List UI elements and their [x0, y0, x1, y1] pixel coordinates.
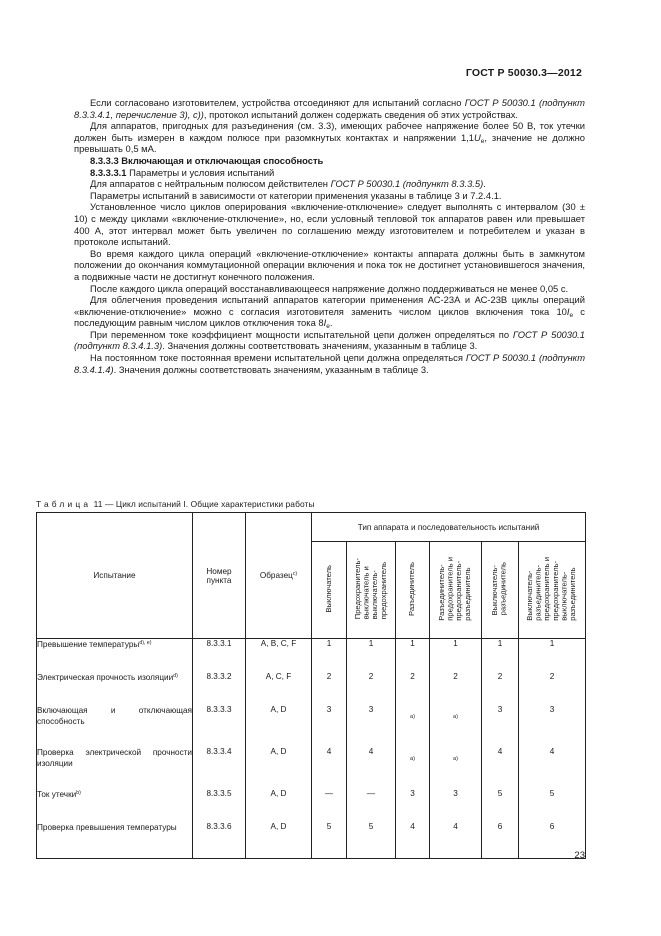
sequence-value-cell: 4 [396, 822, 430, 859]
sequence-value-cell: a) [396, 705, 430, 747]
table-row [37, 747, 586, 789]
clause-cell: 8.3.3.1 [193, 639, 246, 673]
column-header-device-type: Выключатель [312, 542, 347, 639]
sequence-value-cell: 3 [519, 705, 586, 747]
column-header-device-type: Разъединитель- предохранитель и предохранитель- разъединитель [430, 542, 482, 639]
sequence-value-cell: 1 [482, 639, 519, 673]
column-header-device-type: Предохранитель- выключатель и выключатель- предохранитель [347, 542, 396, 639]
sequence-value-cell: a) [430, 747, 482, 789]
sequence-value-cell: 2 [396, 672, 430, 705]
clause-cell: 8.3.3.6 [193, 822, 246, 859]
sample-cell: A, B, C, F [246, 639, 312, 673]
subsection-heading: 8.3.3.3.1 Параметры и условия испытаний [90, 166, 275, 178]
paragraph: Если согласовано изготовителем, устройства отсоединяют для испытаний согласно ГОСТ Р 50030.1 (подпункт 8.3.3.4.1, перечисление 3), с)), протокол испытаний должен содержать сведения об этих устройствах. [74, 97, 585, 120]
sequence-value-cell: 5 [482, 789, 519, 822]
sequence-value-cell: 3 [430, 789, 482, 822]
paragraph: При переменном токе коэффициент мощности испытательной цепи должен определяться по ГОСТ Р 50030.1 (подпункт 8.3.4.1.3). Значения должны соответствовать значениям, указанным в таблице 3. [74, 328, 585, 352]
sequence-value-cell: a) [430, 705, 482, 747]
test-name-cell: Проверка электрической прочности изоляции [37, 747, 193, 789]
sequence-value-cell: 1 [312, 639, 347, 673]
clause-cell: 8.3.3.2 [193, 672, 246, 705]
sequence-value-cell: 6 [482, 822, 519, 859]
body-text [74, 97, 585, 375]
sequence-value-cell: 5 [519, 789, 586, 822]
sequence-value-cell: 4 [430, 822, 482, 859]
clause-cell: 8.3.3.5 [193, 789, 246, 822]
column-header-test: Испытание [37, 513, 193, 639]
paragraph: Во время каждого цикла операций «включение-отключение» контакты аппарата должны быть в замкнутом положении до окончания коммутационной операции включения и пока ток не достигнет установившегося значения, а подвижные части не достигнут конечного положения. [74, 247, 585, 282]
sequence-value-cell: — [347, 789, 396, 822]
table-row [37, 705, 586, 747]
table-row [37, 822, 586, 859]
paragraph: На постоянном токе постоянная времени испытательной цепи должна определяться ГОСТ Р 50030.1 (подпункт 8.3.4.1.4). Значения должны соответствовать значениям, указанным в таблице 3. [74, 352, 586, 375]
test-name-cell: Включающая и отключающая способность [37, 705, 193, 747]
column-header-device-type: Выключатель- разъединитель- предохранитель и предохранитель- выключатель- разъединитель [519, 542, 586, 639]
sequence-value-cell: 3 [396, 789, 430, 822]
test-name-cell: Проверка превышения температуры [37, 822, 193, 859]
sequence-value-cell: 2 [430, 672, 482, 705]
sequence-value-cell: 3 [482, 705, 519, 747]
paragraph: Для облегчения проведения испытаний аппаратов категории применения АС-23А и АС-23В циклы операций «включение-отключение» можно с согласия изготовителя заменить числом циклов включения тока $10I_e$ с последующим равным числом циклов отключения тока $8I_e$. [74, 294, 585, 331]
sequence-value-cell: 1 [519, 639, 586, 673]
paragraph: Установленное число циклов оперирования «включение-отключение» следует выполнять с интервалом (30 ± 10) с между циклами «включение-отключение», но, если условный тепловой ток аппаратов равен или превышает 400 А, этот интервал может быть увеличен по соглашению между изготовителем и потребителем и указан в протоколе испытаний. [74, 201, 585, 248]
sequence-value-cell: 4 [347, 747, 396, 789]
sequence-value-cell: 2 [312, 672, 347, 705]
test-name-cell: Превышение температуры$^{d), e)}$ [37, 639, 193, 673]
column-header-device-group: Тип аппарата и последовательность испытаний [312, 513, 586, 542]
column-header-sample: Образец$^{c)}$ [246, 513, 312, 639]
sequence-value-cell: 4 [482, 747, 519, 789]
test-name-cell: Ток утечки$^{b)}$ [37, 789, 193, 822]
sample-cell: A, D [246, 705, 312, 747]
sample-cell: A, D [246, 789, 312, 822]
sequence-value-cell: a) [396, 747, 430, 789]
column-header-device-type: Выключатель- разъединитель [482, 542, 519, 639]
standard-reference: ГОСТ Р 50030.1 (подпункт 8.3.3.5) [330, 178, 484, 190]
sequence-value-cell: 2 [519, 672, 586, 705]
section-heading: 8.3.3.3 Включающая и отключающая способность [90, 154, 324, 166]
sequence-value-cell: 5 [347, 822, 396, 859]
test-name-cell: Электрическая прочность изоляции$^{d)}$ [37, 672, 193, 705]
paragraph: После каждого цикла операций восстанавливающееся напряжение должно поддерживаться не менее 0,05 с. [90, 282, 569, 294]
column-header-device-type: Разъединитель [396, 542, 430, 639]
sequence-value-cell: 1 [430, 639, 482, 673]
table-row [37, 672, 586, 705]
sample-cell: A, C, F [246, 672, 312, 705]
sequence-value-cell: — [312, 789, 347, 822]
sequence-value-cell: 4 [519, 747, 586, 789]
paragraph: Для аппаратов, пригодных для разъединения (см. 3.3), имеющих рабочее напряжение более 50 В, ток утечки должен быть измерен в каждом полюсе при разомкнутых контактах и напряжении $1,1U_e$, значение не должно превышать 0,5 мА. [74, 120, 585, 155]
standard-reference: ГОСТ Р 50030.1 (подпункт 8.3.4.1.3) [74, 328, 585, 352]
sequence-value-cell: 2 [347, 672, 396, 705]
sequence-value-cell: 1 [396, 639, 430, 673]
sequence-value-cell: 4 [312, 747, 347, 789]
table-caption: Таблица 11 — Цикл испытаний I. Общие характеристики работы [36, 499, 315, 509]
sample-cell: A, D [246, 747, 312, 789]
sequence-value-cell: 3 [347, 705, 396, 747]
table-row [37, 789, 586, 822]
sequence-value-cell: 6 [519, 822, 586, 859]
sequence-value-cell: 1 [347, 639, 396, 673]
sample-cell: A, D [246, 822, 312, 859]
sequence-value-cell: 2 [482, 672, 519, 705]
sequence-value-cell: 3 [312, 705, 347, 747]
column-header-clause: Номер пункта [193, 513, 246, 639]
clause-cell: 8.3.3.4 [193, 747, 246, 789]
paragraph: Для аппаратов с нейтральным полюсом действителен ГОСТ Р 50030.1 (подпункт 8.3.3.5). [90, 178, 486, 190]
standard-reference: ГОСТ Р 50030.1 (подпункт 8.3.4.1.4) [74, 352, 586, 375]
page-number: 23 [574, 850, 585, 861]
standard-reference: ГОСТ Р 50030.1 (подпункт 8.3.3.4.1, перечисление 3), с)) [74, 97, 585, 120]
clause-cell: 8.3.3.3 [193, 705, 246, 747]
sequence-value-cell: 5 [312, 822, 347, 859]
document-header: ГОСТ Р 50030.3—2012 [465, 67, 582, 79]
table-row [37, 639, 586, 673]
paragraph: Параметры испытаний в зависимости от категории применения указаны в таблице 3 и 7.2.4.1. [90, 189, 502, 201]
test-cycle-table [36, 512, 586, 859]
